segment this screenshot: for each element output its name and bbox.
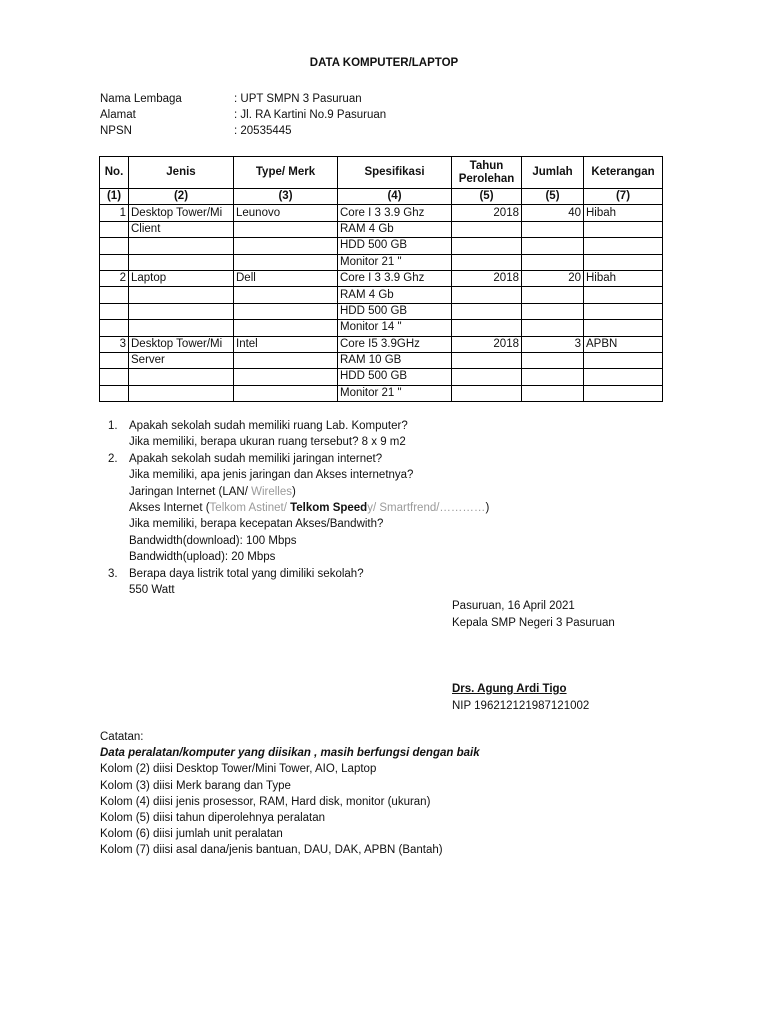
table-row [100, 270, 663, 286]
cell-keterangan [584, 385, 663, 401]
cell-jumlah: 20 [522, 270, 584, 286]
info-value: : UPT SMPN 3 Pasuruan [234, 93, 362, 105]
table-row [100, 287, 663, 303]
cell-tahun [452, 320, 522, 336]
cell-type-merk: Leunovo [234, 205, 338, 221]
cell-type-merk [234, 320, 338, 336]
notes-section [100, 729, 480, 859]
answer-2-network [108, 484, 489, 500]
cell-jumlah [522, 287, 584, 303]
place-date: Pasuruan, 16 April 2021 [452, 600, 575, 612]
cell-tahun [452, 221, 522, 237]
column-index-row [100, 189, 663, 205]
note-item: Kolom (3) diisi Merk barang dan Type [100, 779, 291, 792]
answer-1: Jika memiliki, berapa ukuran ruang tersebut? 8 x 9 m2 [129, 436, 406, 449]
index-cell: (5) [452, 189, 522, 205]
header-no: No. [100, 157, 129, 189]
cell-type-merk [234, 385, 338, 401]
cell-no [100, 238, 129, 254]
cell-no: 1 [100, 205, 129, 221]
question-number: 3. [108, 567, 118, 580]
cell-type-merk [234, 254, 338, 270]
table-row [100, 221, 663, 237]
info-value: : 20535445 [234, 125, 292, 137]
cell-spesifikasi: Core I 3 3.9 Ghz [338, 270, 452, 286]
info-label: NPSN [100, 125, 132, 137]
cell-jenis [129, 287, 234, 303]
cell-tahun [452, 238, 522, 254]
cell-tahun [452, 287, 522, 303]
cell-jumlah [522, 369, 584, 385]
answer-2-download: Bandwidth(download): 100 Mbps [129, 534, 297, 547]
note-item: Kolom (2) diisi Desktop Tower/Mini Tower, AIO, Laptop [100, 763, 377, 776]
table-row [100, 320, 663, 336]
note-item: Kolom (6) diisi jumlah unit peralatan [100, 828, 283, 841]
cell-type-merk: Dell [234, 270, 338, 286]
index-cell: (4) [338, 189, 452, 205]
cell-spesifikasi: Core I5 3.9GHz [338, 336, 452, 352]
cell-no: 3 [100, 336, 129, 352]
network-option-wireless: Wirelles [251, 485, 292, 498]
signer-block [452, 681, 589, 715]
answer-2-speed: Jika memiliki, berapa kecepatan Akses/Bandwith? [129, 518, 384, 531]
cell-spesifikasi: Core I 3 3.9 Ghz [338, 205, 452, 221]
table-row [100, 303, 663, 319]
cell-keterangan: Hibah [584, 205, 663, 221]
info-row-npsn [100, 123, 386, 139]
header-jenis: Jenis [129, 157, 234, 189]
cell-tahun: 2018 [452, 205, 522, 221]
answer-2-type: Jika memiliki, apa jenis jaringan dan Akses internetnya? [129, 469, 414, 482]
signer-position: Kepala SMP Negeri 3 Pasuruan [452, 617, 615, 629]
cell-jumlah [522, 303, 584, 319]
cell-no [100, 385, 129, 401]
cell-type-merk [234, 287, 338, 303]
notes-emphasis: Data peralatan/komputer yang diisikan , masih berfungsi dengan baik [100, 747, 480, 760]
cell-no [100, 303, 129, 319]
cell-keterangan [584, 221, 663, 237]
note-item: Kolom (7) diisi asal dana/jenis bantuan, DAU, DAK, APBN (Bantah) [100, 844, 443, 857]
cell-jenis [129, 320, 234, 336]
cell-tahun: 2018 [452, 336, 522, 352]
cell-tahun [452, 254, 522, 270]
cell-type-merk: Intel [234, 336, 338, 352]
cell-type-merk [234, 238, 338, 254]
cell-spesifikasi: RAM 4 Gb [338, 221, 452, 237]
cell-no [100, 287, 129, 303]
question-text: Apakah sekolah sudah memiliki jaringan internet? [129, 452, 383, 465]
table-row [100, 254, 663, 270]
cell-jumlah [522, 221, 584, 237]
index-cell: (2) [129, 189, 234, 205]
table-row [100, 385, 663, 401]
info-row-institution [100, 91, 386, 107]
questions-list [108, 418, 489, 598]
cell-jenis: Server [129, 352, 234, 368]
cell-jenis [129, 369, 234, 385]
cell-jenis [129, 385, 234, 401]
question-1 [108, 418, 489, 434]
cell-jenis: Laptop [129, 270, 234, 286]
cell-keterangan [584, 352, 663, 368]
table-header-row [100, 157, 663, 189]
access-prefix: Akses Internet ( [129, 501, 210, 514]
signer-name: Drs. Agung Ardi Tigo [452, 683, 567, 695]
table-row [100, 352, 663, 368]
signature-block [452, 598, 615, 632]
cell-jumlah: 3 [522, 336, 584, 352]
cell-no [100, 369, 129, 385]
cell-spesifikasi: RAM 4 Gb [338, 287, 452, 303]
access-suffix: ) [485, 501, 490, 514]
header-keterangan: Keterangan [584, 157, 663, 189]
table-row [100, 205, 663, 221]
cell-no [100, 352, 129, 368]
cell-no [100, 221, 129, 237]
cell-spesifikasi: HDD 500 GB [338, 238, 452, 254]
answer-3: 550 Watt [129, 583, 175, 596]
network-prefix: Jaringan Internet (LAN/ [129, 485, 252, 498]
index-cell: (1) [100, 189, 129, 205]
cell-tahun [452, 385, 522, 401]
cell-keterangan [584, 369, 663, 385]
cell-keterangan [584, 238, 663, 254]
table-row [100, 238, 663, 254]
note-item: Kolom (5) diisi tahun diperolehnya peralatan [100, 811, 326, 824]
cell-keterangan: Hibah [584, 270, 663, 286]
cell-type-merk [234, 369, 338, 385]
info-value: : Jl. RA Kartini No.9 Pasuruan [234, 109, 387, 121]
cell-jenis: Desktop Tower/Mi [129, 205, 234, 221]
access-option-astinet: Telkom Astinet/ [209, 501, 291, 514]
question-number: 2. [108, 452, 118, 465]
cell-type-merk [234, 221, 338, 237]
cell-jenis [129, 238, 234, 254]
question-text: Apakah sekolah sudah memiliki ruang Lab. Komputer? [129, 420, 408, 432]
info-label: Alamat [100, 109, 136, 121]
cell-spesifikasi: HDD 500 GB [338, 303, 452, 319]
question-text: Berapa daya listrik total yang dimiliki sekolah? [129, 567, 364, 580]
notes-heading: Catatan: [100, 731, 144, 743]
cell-tahun [452, 352, 522, 368]
header-jumlah: Jumlah [522, 157, 584, 189]
question-2 [108, 451, 489, 467]
cell-keterangan: APBN [584, 336, 663, 352]
cell-jumlah [522, 385, 584, 401]
cell-jenis [129, 254, 234, 270]
cell-tahun: 2018 [452, 270, 522, 286]
cell-no [100, 320, 129, 336]
header-spesifikasi: Spesifikasi [338, 157, 452, 189]
computer-data-table [99, 156, 663, 402]
cell-jumlah [522, 254, 584, 270]
cell-type-merk [234, 303, 338, 319]
cell-keterangan [584, 254, 663, 270]
index-cell: (5) [522, 189, 584, 205]
note-item: Kolom (4) diisi jenis prosessor, RAM, Hard disk, monitor (ukuran) [100, 795, 431, 808]
info-label: Nama Lembaga [100, 93, 182, 105]
index-cell: (7) [584, 189, 663, 205]
header-type-merk: Type/ Merk [234, 157, 338, 189]
question-3 [108, 566, 489, 582]
access-option-other: y/ Smartfrend/………… [367, 501, 486, 514]
answer-2-access [108, 500, 489, 516]
cell-tahun [452, 369, 522, 385]
cell-keterangan [584, 303, 663, 319]
cell-jumlah: 40 [522, 205, 584, 221]
question-number: 1. [108, 420, 118, 432]
cell-jenis: Desktop Tower/Mi [129, 336, 234, 352]
cell-jumlah [522, 320, 584, 336]
cell-jenis [129, 303, 234, 319]
info-row-address [100, 107, 386, 123]
table-row [100, 336, 663, 352]
network-suffix: ) [291, 485, 296, 498]
cell-spesifikasi: Monitor 21 " [338, 254, 452, 270]
cell-keterangan [584, 287, 663, 303]
table-row [100, 369, 663, 385]
cell-spesifikasi: Monitor 14 " [338, 320, 452, 336]
answer-2-upload: Bandwidth(upload): 20 Mbps [129, 551, 276, 564]
document-title: DATA KOMPUTER/LAPTOP [309, 57, 459, 69]
header-tahun-perolehan: Tahun Perolehan [452, 157, 522, 189]
cell-type-merk [234, 352, 338, 368]
cell-tahun [452, 303, 522, 319]
cell-keterangan [584, 320, 663, 336]
institution-info [100, 91, 386, 139]
cell-spesifikasi: RAM 10 GB [338, 352, 452, 368]
cell-spesifikasi: Monitor 21 " [338, 385, 452, 401]
signer-nip: NIP 196212121987121002 [452, 700, 590, 712]
access-option-speedy: Telkom Speed [290, 501, 368, 514]
cell-jumlah [522, 352, 584, 368]
cell-no [100, 254, 129, 270]
cell-spesifikasi: HDD 500 GB [338, 369, 452, 385]
index-cell: (3) [234, 189, 338, 205]
cell-jenis: Client [129, 221, 234, 237]
cell-jumlah [522, 238, 584, 254]
cell-no: 2 [100, 270, 129, 286]
